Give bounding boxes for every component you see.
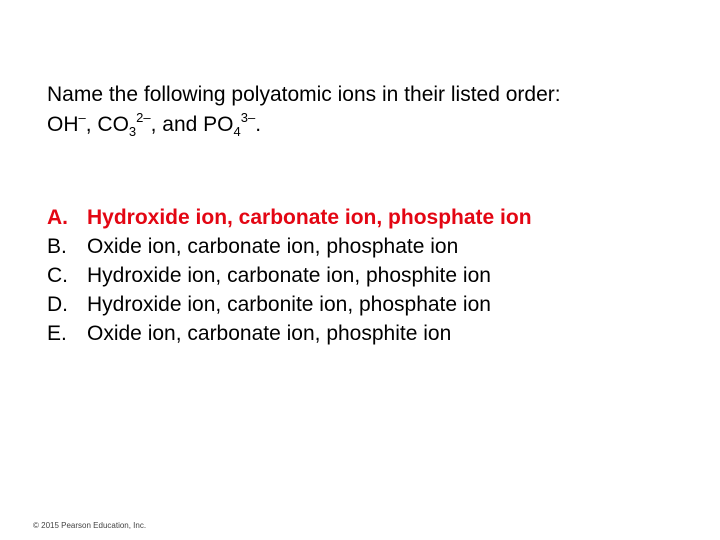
question-line-2 [47, 110, 687, 140]
ion-phosphate-formula: PO [203, 113, 234, 136]
option-letter: D. [47, 293, 68, 316]
copyright-footer: © 2015 Pearson Education, Inc. [33, 521, 147, 530]
option-text: Hydroxide ion, carbonite ion, phosphate ion [87, 293, 491, 316]
ion-phosphate-subscript: 4 [233, 124, 241, 139]
ion-carbonate-charge: 2– [136, 110, 151, 125]
ion-hydroxide-formula: OH [47, 113, 79, 136]
ion-carbonate-formula: CO [97, 113, 129, 136]
separator: , and [150, 113, 204, 136]
ion-carbonate-subscript: 3 [128, 124, 137, 139]
option-letter: E. [47, 322, 67, 345]
option-b[interactable] [47, 232, 687, 261]
option-letter: C. [47, 264, 68, 287]
option-text: Oxide ion, carbonate ion, phosphite ion [87, 322, 452, 345]
separator: , [85, 113, 98, 136]
ion-phosphate-charge: 3– [240, 110, 256, 125]
option-text: Oxide ion, carbonate ion, phosphate ion [87, 235, 459, 258]
option-a[interactable] [47, 203, 687, 232]
option-text: Hydroxide ion, carbonate ion, phosphate ion [87, 206, 532, 229]
option-letter: A. [47, 206, 68, 229]
option-c[interactable] [47, 261, 687, 290]
option-letter: B. [47, 235, 67, 258]
option-e[interactable] [47, 319, 687, 348]
option-text: Hydroxide ion, carbonate ion, phosphite ion [87, 264, 491, 287]
option-d[interactable] [47, 290, 687, 319]
period: . [255, 113, 262, 136]
question-line-1: Name the following polyatomic ions in their listed order: [47, 83, 561, 106]
answer-options [47, 203, 687, 348]
ion-hydroxide-charge: – [78, 110, 86, 125]
question-text [47, 80, 687, 140]
